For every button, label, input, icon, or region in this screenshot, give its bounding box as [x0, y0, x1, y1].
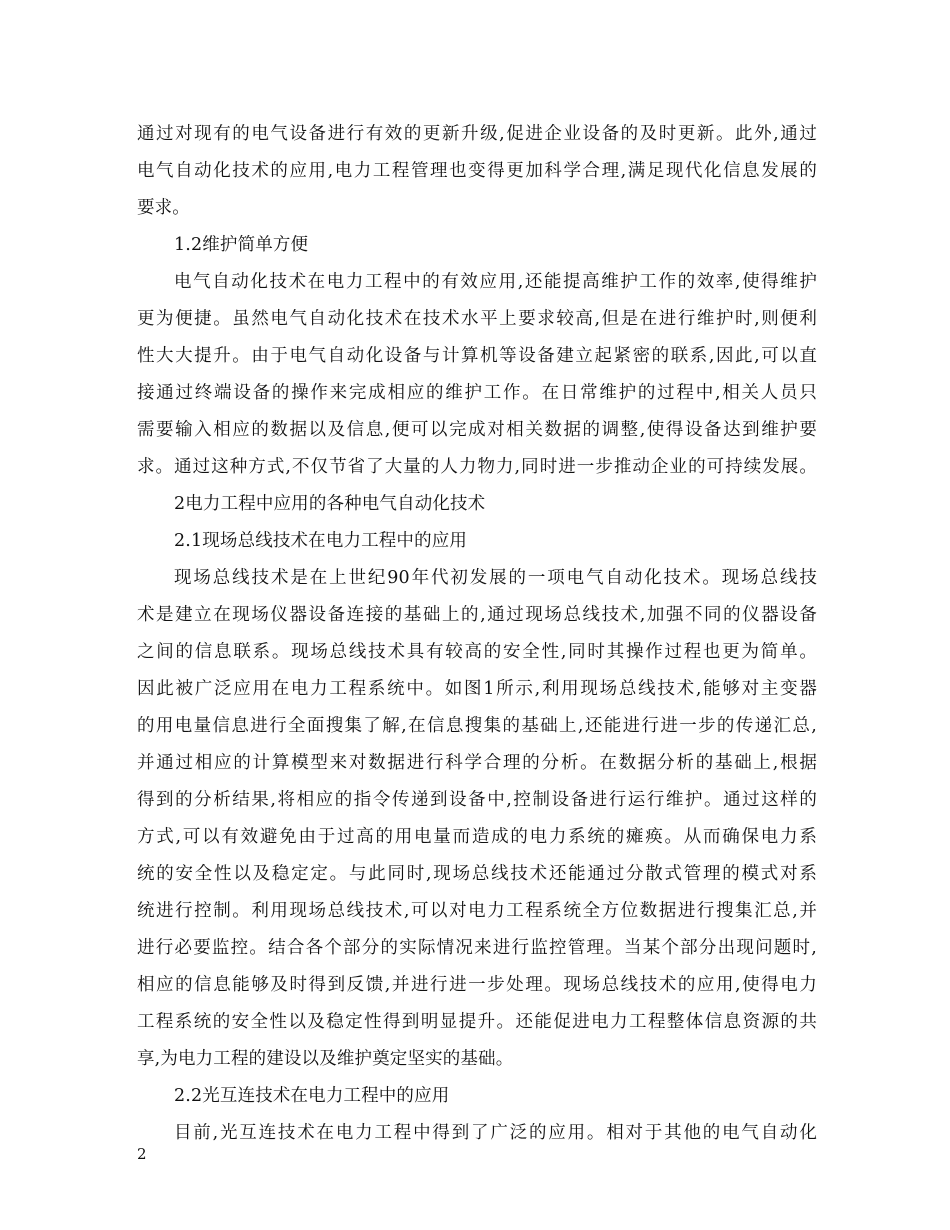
text-line: 要求。	[137, 198, 190, 218]
text-line: 需要输入相应的数据以及信息,便可以完成对相关数据的调整,使得设备达到维护要	[137, 420, 817, 440]
text-line: 得到的分析结果,将相应的指令传递到设备中,控制设备进行运行维护。通过这样的	[137, 790, 817, 810]
page-number: 2	[137, 1145, 147, 1163]
section-heading: 1.2维护简单方便	[174, 235, 309, 255]
text-line: 电气自动化技术在电力工程中的有效应用,还能提高维护工作的效率,使得维护	[174, 272, 817, 292]
text-line: 统进行控制。利用现场总线技术,可以对电力工程系统全方位数据进行搜集汇总,并	[137, 901, 817, 921]
section-heading: 2电力工程中应用的各种电气自动化技术	[174, 494, 486, 514]
text-line: 目前,光互连技术在电力工程中得到了广泛的应用。相对于其他的电气自动化	[174, 1123, 817, 1143]
text-line: 因此被广泛应用在电力工程系统中。如图1所示,利用现场总线技术,能够对主变器	[137, 679, 817, 699]
text-line: 享,为电力工程的建设以及维护奠定坚实的基础。	[137, 1049, 514, 1069]
section-heading: 2.2光互连技术在电力工程中的应用	[174, 1086, 450, 1106]
text-line: 接通过终端设备的操作来完成相应的维护工作。在日常维护的过程中,相关人员只	[137, 383, 817, 403]
text-line: 之间的信息联系。现场总线技术具有较高的安全性,同时其操作过程也更为简单。	[137, 642, 817, 662]
text-line: 并通过相应的计算模型来对数据进行科学合理的分析。在数据分析的基础上,根据	[137, 753, 817, 773]
text-line: 进行必要监控。结合各个部分的实际情况来进行监控管理。当某个部分出现问题时,	[137, 938, 817, 958]
text-line: 求。通过这种方式,不仅节省了大量的人力物力,同时进一步推动企业的可持续发展。	[137, 457, 817, 477]
section-heading: 2.1现场总线技术在电力工程中的应用	[174, 531, 468, 551]
text-line: 工程系统的安全性以及稳定性得到明显提升。还能促进电力工程整体信息资源的共	[137, 1012, 817, 1032]
text-line: 方式,可以有效避免由于过高的用电量而造成的电力系统的瘫痪。从而确保电力系	[137, 827, 817, 847]
text-line: 统的安全性以及稳定定。与此同时,现场总线技术还能通过分散式管理的模式对系	[137, 864, 817, 884]
text-line: 性大大提升。由于电气自动化设备与计算机等设备建立起紧密的联系,因此,可以直	[137, 346, 817, 366]
text-line: 的用电量信息进行全面搜集了解,在信息搜集的基础上,还能进行进一步的传递汇总,	[137, 716, 817, 736]
text-line: 更为便捷。虽然电气自动化技术在技术水平上要求较高,但是在进行维护时,则便利	[137, 309, 817, 329]
text-line: 相应的信息能够及时得到反馈,并进行进一步处理。现场总线技术的应用,使得电力	[137, 975, 817, 995]
text-line: 电气自动化技术的应用,电力工程管理也变得更加科学合理,满足现代化信息发展的	[137, 161, 817, 181]
text-line: 术是建立在现场仪器设备连接的基础上的,通过现场总线技术,加强不同的仪器设备	[137, 605, 817, 625]
text-line: 现场总线技术是在上世纪90年代初发展的一项电气自动化技术。现场总线技	[174, 568, 817, 588]
text-line: 通过对现有的电气设备进行有效的更新升级,促进企业设备的及时更新。此外,通过	[137, 124, 817, 144]
